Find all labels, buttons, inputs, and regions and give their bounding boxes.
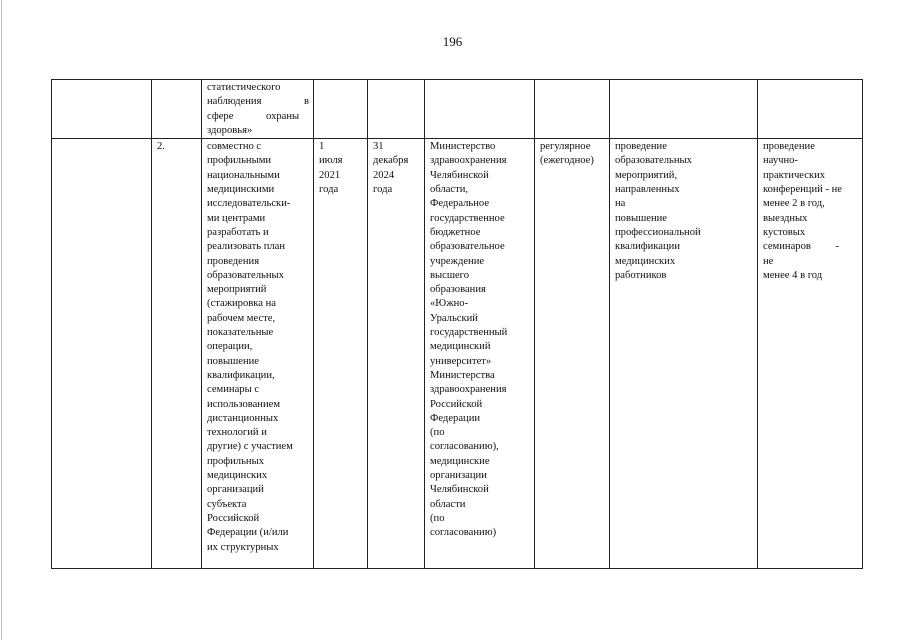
page-number: 196 [442,34,463,49]
scan-edge-line [1,0,2,640]
row-number: 2. [157,141,165,153]
text-line: мероприятий, [615,169,678,181]
text-line: менее 4 в год [763,269,823,281]
text-line: учреждение [430,255,485,267]
cell-responsible [425,139,535,569]
text-line: проведение [763,141,815,153]
text-line: статистического [207,82,281,93]
text-line: медицинских [207,470,268,482]
text-line: работников [615,269,667,281]
text-line: Уральский [430,312,478,324]
text-line-spread [207,95,309,109]
text-line: квалификации [615,241,680,253]
text-line: медицинских [615,255,676,267]
cell-empty [535,80,610,139]
text-line: здоровья» [207,124,253,136]
text-line: практических [763,169,826,181]
text-line: профильными [207,155,272,167]
text-line: Министерства [430,369,495,381]
text-line: реализовать план [207,241,286,253]
text-line-spread [319,140,363,169]
text-line: образования [430,284,486,296]
text-line: медицинские [430,455,490,467]
start-date-line: 2021 [319,169,341,181]
text-line: семинаров - не [763,241,840,267]
text-line: Челябинской [430,169,489,181]
text-line: ми центрами [207,212,266,224]
cell-measure-continued [202,80,314,139]
text-line: области (по [430,498,466,524]
text-line: медицинский [430,341,491,353]
text-line: 31 [373,141,384,153]
text-line: государственное [430,212,505,224]
text-line: рабочем месте, [207,312,276,324]
text-line: согласованию) [430,527,497,539]
text-line: (ежегодное) [540,155,594,167]
text-line: декабря [373,155,409,167]
text-line: образовательных [207,269,284,281]
plan-table [51,79,863,569]
cell-empty [368,80,425,139]
cell-blank [52,139,152,569]
text-line: «Южно- [430,298,469,310]
start-date-line: года [319,184,339,196]
text-line: национальными [207,169,280,181]
text-line: бюджетное [430,226,481,238]
text-line: Российской [207,512,260,524]
text-line: здравоохранения [430,155,507,167]
text-line: сфере охраны [207,110,300,122]
cell-indicator [758,139,863,569]
text-line: профессиональной [615,226,701,238]
cell-measure [202,139,314,569]
text-line: совместно с [207,141,262,153]
start-date-line: 1 июля [319,141,343,167]
text-line: повышение [207,355,259,367]
text-line: области, [430,184,469,196]
text-line: года [373,184,393,196]
cell-blank [52,80,152,139]
text-line: (стажировка на [207,298,276,310]
cell-empty [610,80,758,139]
text-line: направленных на [615,184,680,210]
text-line: проведение [615,141,667,153]
word: в [303,96,309,108]
text-line: Российской [430,398,483,410]
text-line: согласованию), [430,441,499,453]
text-line: Челябинской [430,484,489,496]
cell-start-date [314,139,368,569]
text-line: организаций [207,484,264,496]
text-line: Федерации (по [430,412,481,439]
cell-number [152,139,202,569]
cell-empty [425,80,535,139]
text-line: организации [430,470,487,482]
text-line: кустовых [763,226,806,238]
cell-result [610,139,758,569]
text-line: показательные [207,327,274,339]
text-line: профильных [207,455,264,467]
text-line: образовательное [430,241,505,253]
text-line: использованием [207,398,281,410]
text-line: повышение [615,212,667,224]
cell-empty [758,80,863,139]
text-line: их структурных [207,541,279,553]
text-line: государственный [430,327,508,339]
text-line: Федерации (и/или [207,527,289,539]
word: наблюдения [207,96,262,108]
text-line: менее 2 в год, [763,198,825,210]
table-row-2 [52,139,863,569]
text-line: исследовательски- [207,198,291,210]
cell-end-date [368,139,425,569]
text-line: технологий и [207,427,267,439]
text-line: конференций - не [763,184,843,196]
text-line: медицинскими [207,184,275,196]
text-line: Федеральное [430,198,490,210]
cell-frequency [535,139,610,569]
text-line: образовательных [615,155,692,167]
text-line: разработать и [207,226,269,238]
cell-number-empty [152,80,202,139]
text-line: субъекта [207,498,247,510]
text-line: квалификации, [207,369,275,381]
text-line: высшего [430,269,470,281]
text-line: выездных [763,212,808,224]
text-line: мероприятий [207,284,267,296]
text-line: дистанционных [207,412,279,424]
text-line: операции, [207,341,253,353]
text-line: регулярное [540,141,591,153]
text-line: проведения [207,255,260,267]
text-line: университет» [430,355,492,367]
text-line: Министерство [430,141,496,153]
text-line: научно- [763,155,798,167]
text-line: здравоохранения [430,384,507,396]
text-line: семинары с [207,384,260,396]
table-row-continued [52,80,863,139]
text-line: 2024 [373,169,395,181]
text-line: другие) с участием [207,441,293,453]
cell-empty [314,80,368,139]
